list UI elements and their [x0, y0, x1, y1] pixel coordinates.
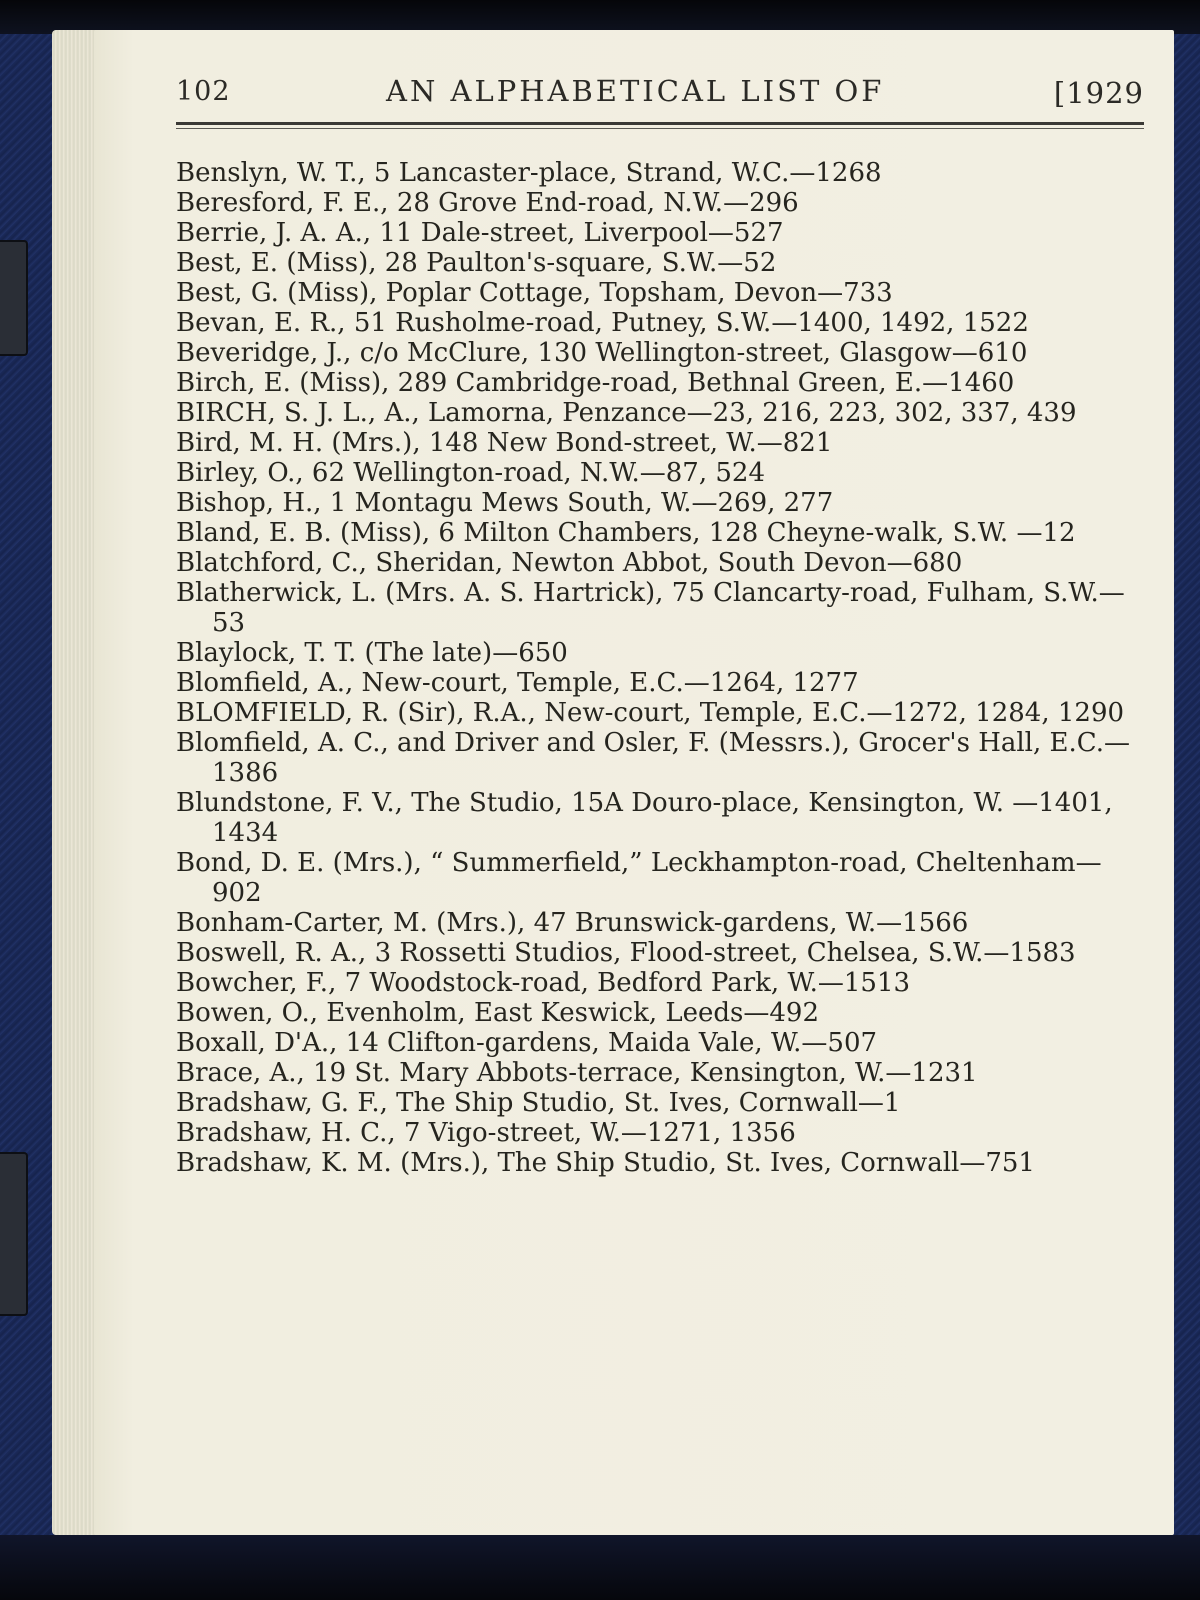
list-entry: BIRCH, S. J. L., A., Lamorna, Penzance—23, 216, 223, 302, 337, 439	[176, 398, 1077, 428]
list-entry: Bradshaw, H. C., 7 Vigo-street, W.—1271, 1356	[176, 1118, 796, 1148]
list-entry: Bowcher, F., 7 Woodstock-road, Bedford Park, W.—1513	[176, 968, 911, 998]
binding-clasp-bottom	[0, 1152, 28, 1316]
list-entry: Bevan, E. R., 51 Rusholme-road, Putney, S.W.—1400, 1492, 1522	[176, 308, 1029, 338]
cover-shadow-bottom	[0, 1535, 1200, 1600]
header-rule	[176, 122, 1144, 125]
year-label: [1929	[1053, 76, 1144, 110]
list-entry: Best, G. (Miss), Poplar Cottage, Topsham, Devon—733	[176, 278, 893, 308]
list-entry: Boxall, D'A., 14 Clifton-gardens, Maida Vale, W.—507	[176, 1028, 878, 1058]
binding-clasp-top	[0, 240, 28, 356]
list-entry: Beresford, F. E., 28 Grove End-road, N.W.—296	[176, 188, 799, 218]
list-entry: Benslyn, W. T., 5 Lancaster-place, Strand, W.C.—1268	[176, 158, 882, 188]
list-entry: Blatherwick, L. (Mrs. A. S. Hartrick), 75 Clancarty-road, Fulham, S.W.—53	[176, 578, 1125, 638]
list-entry: Brace, A., 19 St. Mary Abbots-terrace, Kensington, W.—1231	[176, 1058, 978, 1088]
list-entry: Bradshaw, G. F., The Ship Studio, St. Ives, Cornwall—1	[176, 1088, 901, 1118]
list-entry: Blaylock, T. T. (The late)—650	[176, 638, 568, 668]
list-entry: Best, E. (Miss), 28 Paulton's-square, S.W.—52	[176, 248, 777, 278]
list-entry: Bonham-Carter, M. (Mrs.), 47 Brunswick-gardens, W.—1566	[176, 908, 969, 938]
list-entry: Birley, O., 62 Wellington-road, N.W.—87, 524	[176, 458, 765, 488]
list-entry: Blatchford, C., Sheridan, Newton Abbot, South Devon—680	[176, 548, 963, 578]
header-rule-thin	[176, 128, 1144, 129]
list-entry: Bowen, O., Evenholm, East Keswick, Leeds—492	[176, 998, 820, 1028]
list-entry: Bradshaw, K. M. (Mrs.), The Ship Studio, St. Ives, Cornwall—751	[176, 1148, 1035, 1178]
cover-shadow-top	[0, 0, 1200, 34]
list-entry: Blundstone, F. V., The Studio, 15A Douro-place, Kensington, W. —1401, 1434	[176, 788, 1113, 848]
running-title: AN ALPHABETICAL LIST OF	[386, 74, 885, 108]
list-entry: Birch, E. (Miss), 289 Cambridge-road, Bethnal Green, E.—1460	[176, 368, 1015, 398]
list-entry: Blomfield, A. C., and Driver and Osler, F. (Messrs.), Grocer's Hall, E.C.—1386	[176, 728, 1131, 788]
list-entry: Bird, M. H. (Mrs.), 148 New Bond-street, W.—821	[176, 428, 833, 458]
list-entry: Bland, E. B. (Miss), 6 Milton Chambers, 128 Cheyne-walk, S.W. —12	[176, 518, 1076, 548]
list-entry: BLOMFIELD, R. (Sir), R.A., New-court, Temple, E.C.—1272, 1284, 1290	[176, 698, 1125, 728]
list-entry: Berrie, J. A. A., 11 Dale-street, Liverpool—527	[176, 218, 784, 248]
list-entry: Boswell, R. A., 3 Rossetti Studios, Flood-street, Chelsea, S.W.—1583	[176, 938, 1076, 968]
list-entry: Beveridge, J., c/o McClure, 130 Wellington-street, Glasgow—610	[176, 338, 1028, 368]
page-number: 102	[176, 76, 231, 107]
page-header	[176, 74, 1144, 118]
list-entry: Blomfield, A., New-court, Temple, E.C.—1264, 1277	[176, 668, 859, 698]
list-entry: Bishop, H., 1 Montagu Mews South, W.—269, 277	[176, 488, 834, 518]
list-entry: Bond, D. E. (Mrs.), “ Summerfield,” Leckhampton-road, Cheltenham—902	[176, 848, 1102, 908]
entry-list	[176, 158, 1151, 1178]
